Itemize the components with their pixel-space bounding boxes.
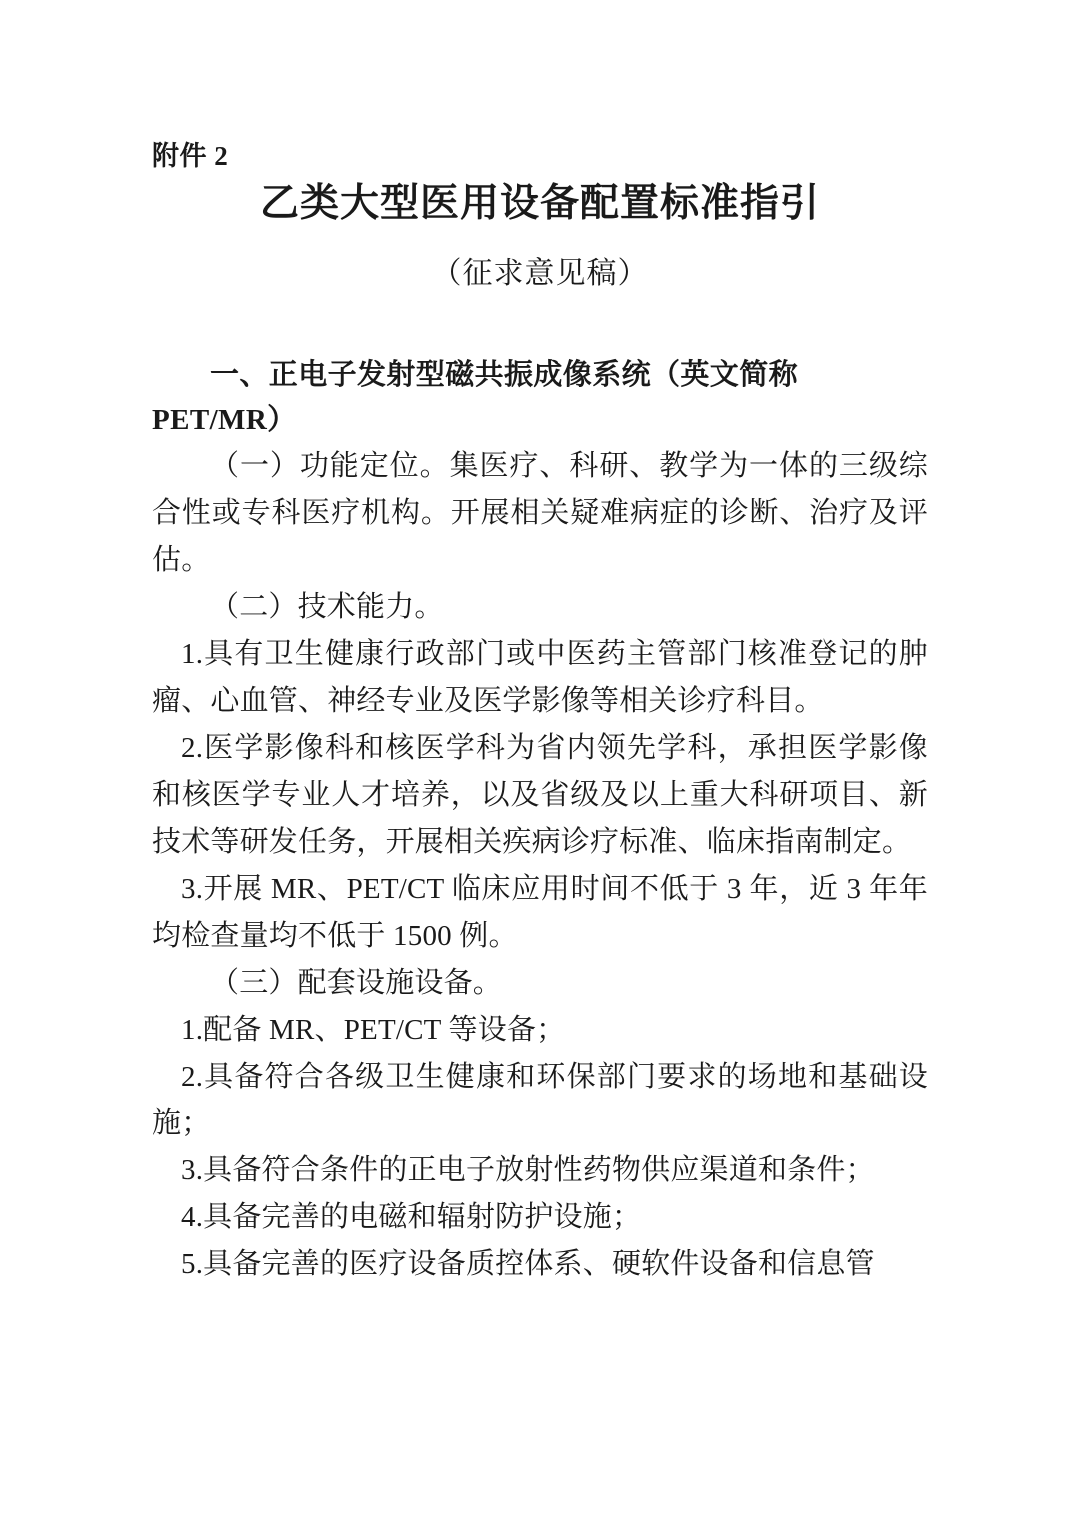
paragraph-tech-item-1: 1.具有卫生健康行政部门或中医药主管部门核准登记的肿瘤、心血管、神经专业及医学影像等相关诊疗科目。	[152, 637, 928, 717]
paragraph-facility-item-2: 2.具备符合各级卫生健康和环保部门要求的场地和基础设施；	[152, 1060, 928, 1140]
paragraph-facility-item-5: 5.具备完善的医疗设备质控体系、硬软件设备和信息管	[181, 1248, 875, 1281]
page-title: 乙类大型医用设备配置标准指引	[259, 182, 820, 226]
paragraph-tech-item-2: 2.医学影像科和核医学科为省内领先学科，承担医学影像和核医学专业人才培养，以及省级及以上重大科研项目、新技术等研发任务，开展相关疾病诊疗标准、临床指南制定。	[152, 731, 928, 858]
paragraph-facility-item-4: 4.具备完善的电磁和辐射防护设施；	[181, 1201, 642, 1234]
paragraph-tech-item-3: 3.开展 MR、PET/CT 临床应用时间不低于 3 年，近 3 年年均检查量均不低于 1500 例。	[152, 872, 928, 952]
document-subtitle: （征求意见稿）	[431, 257, 649, 291]
section-heading-1: 一、正电子发射型磁共振成像系统（英文简称 PET/MR）	[152, 359, 799, 436]
paragraph-technical-capability-heading: （二）技术能力。	[210, 590, 444, 623]
paragraph-supporting-facilities-heading: （三）配套设施设备。	[210, 966, 503, 999]
paragraph-facility-item-3: 3.具备符合条件的正电子放射性药物供应渠道和条件；	[181, 1154, 875, 1187]
paragraph-function-positioning: （一）功能定位。集医疗、科研、教学为一体的三级综合性或专科医疗机构。开展相关疑难病症的诊断、治疗及评估。	[152, 449, 928, 576]
paragraph-facility-item-1: 1.配备 MR、PET/CT 等设备；	[181, 1013, 566, 1046]
attachment-label: 附件 2	[152, 141, 229, 171]
